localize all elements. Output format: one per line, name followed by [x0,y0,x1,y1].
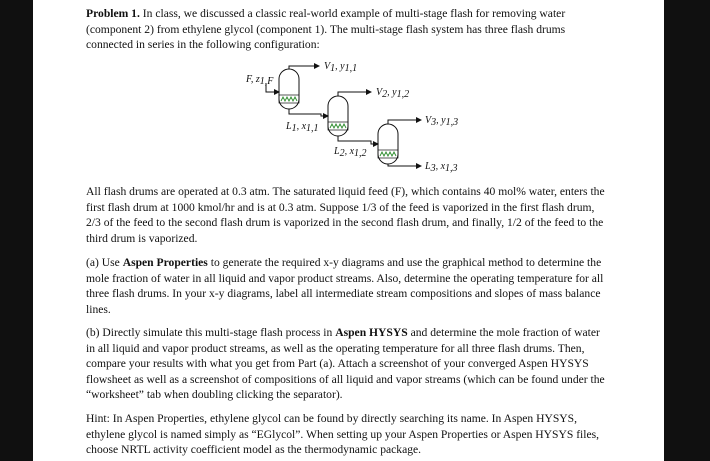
v2-label: V2, y1,2 [376,87,410,100]
part-a-rest: to generate the required x-y diagrams and use the graphical method to determine the mole fraction of water in all liquid and vapor product streams. Also, determine the operating temperature for all three flash drums. In your x-y diagrams, label all intermediate stream compositions and slopes of mass balance lines. [86,256,604,316]
v1-label: V1, y1,1 [324,61,358,74]
heater-1-coil [281,97,297,101]
part-b [86,325,606,403]
l1-label: L1, x1,1 [286,121,319,134]
right-dark-border [664,0,710,461]
part-a [86,255,606,317]
l3-stream [388,164,421,166]
operating-text: All flash drums are operated at 0.3 atm. The saturated liquid feed (F), which contains 40 mol% water, enters the first flash drum at 1000 kmol/hr and is at 0.3 atm. Suppose 1/3 of the feed is vaporized in the first flash drum, 2/3 of the feed to the second flash drum is vaporized in the second flash drum, and finally, 1/2 of the feed to the third drum is vaporized. [86,185,605,245]
l2-stream [338,136,378,144]
part-a-prefix: (a) Use [86,256,123,269]
l1-stream [289,109,328,116]
hint [86,411,606,458]
hint-text: Hint: In Aspen Properties, ethylene glycol can be found by directly searching its name. In Aspen HYSYS, ethylene glycol is named simply as “EGlycol”. When setting up your Aspen Properties or Aspen HYSYS files, choose NRTL activity coefficient model as the thermodynamic package. [86,412,600,457]
problem-intro-text: In class, we discussed a classic real-world example of multi-stage flash for removing water (component 2) from ethylene glycol (component 1). The multi-stage flash system has three flash drums connected in series in the following configuration: [86,7,566,52]
part-b-bold: Aspen HYSYS [335,326,408,339]
l2-label: L2, x1,2 [334,146,367,159]
flash-diagram-svg [86,54,606,184]
part-b-prefix: (b) Directly simulate this multi-stage flash process in [86,326,336,339]
v2-stream [338,92,371,96]
operating-conditions [86,184,606,246]
heater-3-coil [380,152,396,156]
flash-drum-diagram [86,54,606,184]
heater-2-coil [330,124,346,128]
v1-stream [289,66,319,69]
part-b-rest: and determine the mole fraction of water in all liquid and vapor product streams, as well as the operating temperature for all three flash drums. Then, compare your results with what you get from Part (a). Attach a screenshot of your converged Aspen HYSYS flowsheet as well as a screenshot of compositions of all liquid and vapor streams (which can be found under the “worksheet” tab when doubling clicking the separator). [86,326,605,402]
v3-stream [388,120,421,124]
left-dark-border [0,0,33,461]
v3-label: V3, y1,3 [425,115,459,128]
part-a-bold: Aspen Properties [122,256,208,269]
feed-label: F, z1,F [246,74,274,87]
problem-label: Problem 1. [86,7,140,20]
l3-label: L3, x1,3 [425,161,458,174]
problem-intro [86,6,606,53]
